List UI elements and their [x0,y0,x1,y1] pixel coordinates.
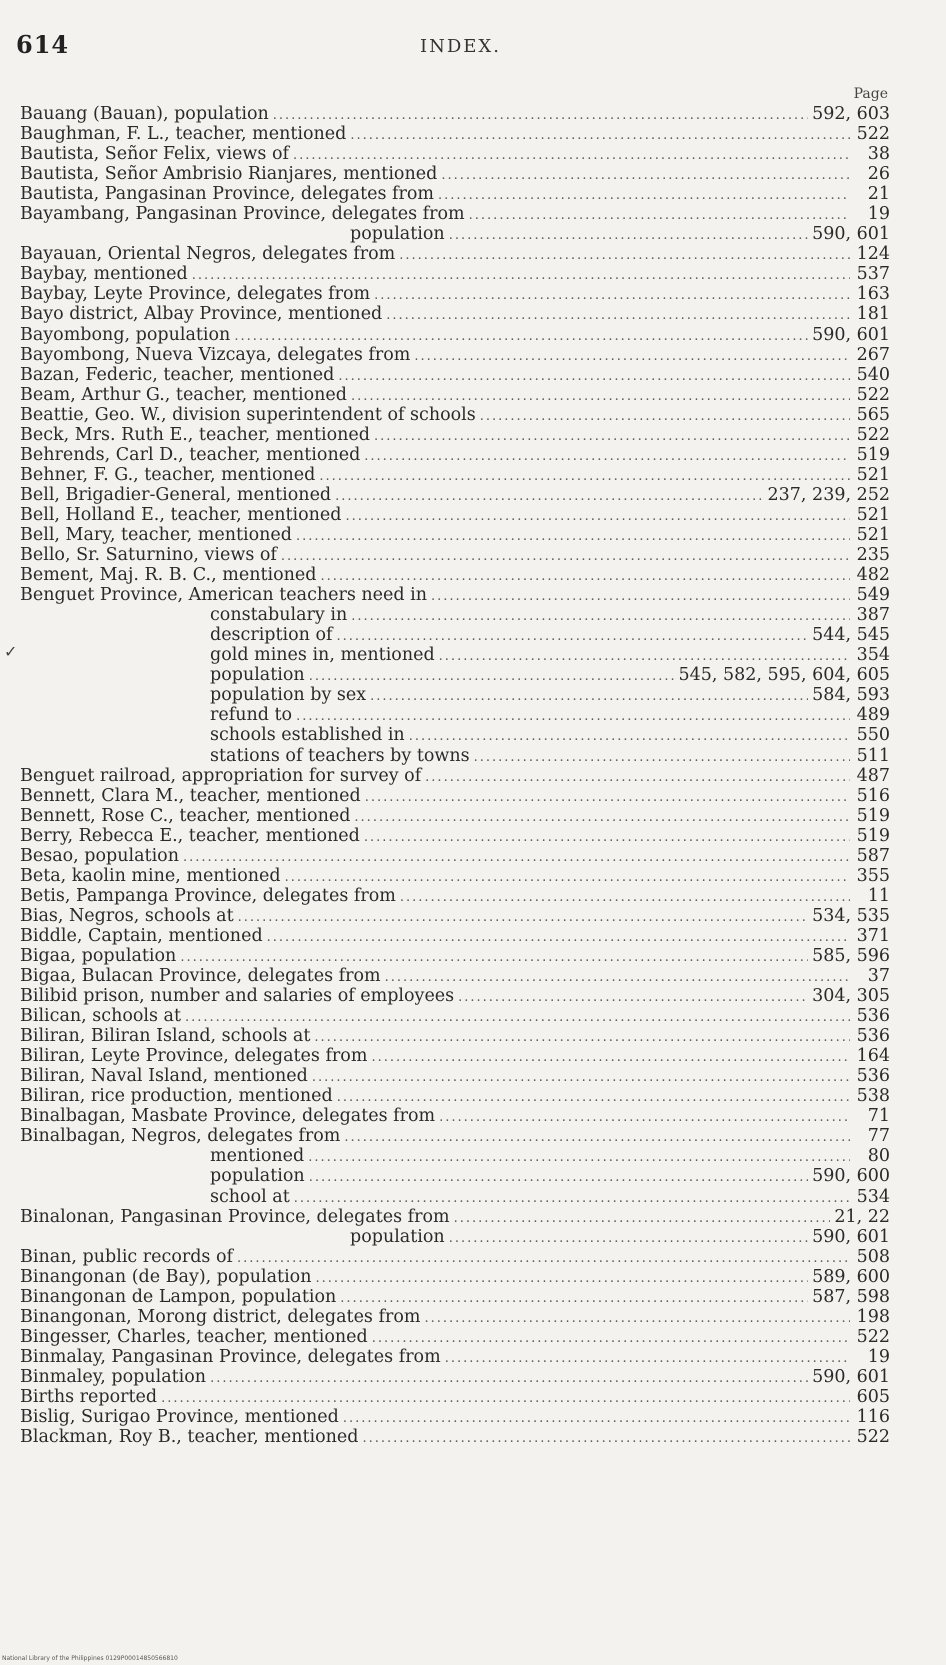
entry-label: Bennett, Rose C., teacher, mentioned [20,805,351,826]
entry-label: mentioned [210,1146,305,1167]
index-entry [20,966,890,986]
index-entry [20,705,890,725]
entry-pages: 519 [856,444,890,465]
leader-dots [294,1189,850,1207]
leader-dots [337,627,809,645]
leader-dots [238,908,808,926]
index-entry [20,284,890,304]
leader-dots [400,888,850,906]
index-entry [20,1026,890,1046]
entry-label: schools established in [210,725,405,746]
entry-label: Births reported [20,1387,158,1407]
index-entry [20,806,890,826]
entry-label: Bilibid prison, number and salaries of employees [20,986,455,1007]
index-entry [20,1267,890,1287]
entry-label: population [350,224,445,245]
index-entry [20,385,890,405]
entry-pages: 536 [856,1026,890,1047]
leader-dots [441,166,850,184]
leader-dots [296,527,850,545]
index-entry [20,184,890,204]
leader-dots [337,1088,850,1106]
index-entry [20,826,890,846]
entry-label: Benguet Province, American teachers need in [20,585,428,606]
entry-label: Bazan, Federic, teacher, mentioned [20,364,335,385]
entry-label: Beta, kaolin mine, mentioned [20,865,281,886]
leader-dots [351,607,850,625]
leader-dots [362,1429,850,1447]
entry-pages: 549 [856,585,890,606]
entry-pages: 522 [856,1427,890,1448]
index-entry [20,926,890,946]
entry-label: Binan, public records of [20,1246,233,1267]
entry-pages: 387 [856,605,890,626]
entry-label: population [210,665,305,686]
index-entry [20,1207,890,1227]
leader-dots [374,427,850,445]
leader-dots [315,1269,808,1287]
entry-pages: 590, 600 [812,1166,890,1187]
entry-label: stations of teachers by towns [210,745,470,766]
entry-label: Binangonan, Morong district, delegates from [20,1306,421,1327]
entry-label: population [350,1226,445,1247]
leader-dots [385,968,850,986]
index-entry [20,585,890,605]
index-entry [20,405,890,425]
leader-dots [458,988,808,1006]
entry-label: Beck, Mrs. Ruth E., teacher, mentioned [20,424,370,445]
entry-label: Besao, population [20,845,179,866]
index-entry [20,1126,890,1146]
entry-pages: 235 [856,545,890,566]
index-entry [20,1367,890,1387]
entry-label: Bell, Brigadier-General, mentioned [20,484,332,505]
entry-pages: 198 [856,1306,890,1327]
leader-dots [192,266,850,284]
entry-pages: 522 [856,1326,890,1347]
leader-dots [364,447,850,465]
entry-pages: 534, 535 [812,905,890,926]
leader-dots [346,507,851,525]
entry-pages: 545, 582, 595, 604, 605 [678,665,890,686]
entry-label: Bauang (Bauan), population [20,104,269,124]
leader-dots [372,1329,850,1347]
entry-label: Biliran, Biliran Island, schools at [20,1026,311,1047]
entry-label: Bayombong, Nueva Vizcaya, delegates from [20,344,411,365]
entry-pages: 538 [856,1086,890,1107]
leader-dots [183,848,850,866]
entry-label: Bautista, Señor Felix, views of [20,144,289,165]
leader-dots [343,1409,850,1427]
index-entry [20,1106,890,1126]
index-entry [20,1407,890,1427]
leader-dots [370,687,808,705]
entry-pages: 304, 305 [812,986,890,1007]
index-entry [20,1247,890,1267]
leader-dots [350,126,850,144]
index-entry [20,485,890,505]
entry-pages: 124 [856,244,890,265]
entry-label: Bell, Holland E., teacher, mentioned [20,504,342,525]
entry-pages: 521 [856,524,890,545]
index-entry [20,685,890,705]
leader-dots [449,1229,808,1247]
page-title: INDEX. [420,36,501,57]
index-entry [20,565,890,585]
index-entry [20,746,890,766]
leader-dots [180,948,808,966]
leader-dots [354,808,850,826]
entry-pages: 522 [856,384,890,405]
entry-pages: 11 [867,885,890,906]
entry-label: Bautista, Señor Ambrisio Rianjares, mentioned [20,164,438,185]
entry-label: Bigaa, population [20,945,177,966]
entry-label: Biliran, Naval Island, mentioned [20,1066,308,1087]
index-entry [20,846,890,866]
index-entry [20,1427,890,1447]
entry-pages: 590, 601 [812,224,890,245]
scan-footer-note: National Library of the Philippines 0129P00014850566810 [2,1655,178,1662]
entry-pages: 544, 545 [812,625,890,646]
index-entry [20,866,890,886]
entry-label: Binangonan (de Bay), population [20,1266,312,1287]
entry-pages: 71 [867,1106,890,1127]
entry-label: Blackman, Roy B., teacher, mentioned [20,1427,359,1448]
leader-dots [371,1048,850,1066]
index-entry [20,365,890,385]
index-entry [20,1327,890,1347]
entry-label: constabulary in [210,605,348,626]
entry-pages: 540 [856,364,890,385]
leader-dots [409,727,850,745]
leader-dots [445,1349,850,1367]
entry-pages: 80 [867,1146,890,1167]
entry-pages: 584, 593 [812,685,890,706]
index-entry [20,725,890,745]
index-entry [20,104,890,124]
index-entry [20,625,890,645]
entry-pages: 536 [856,1066,890,1087]
leader-dots [234,327,808,345]
entry-pages: 589, 600 [812,1266,890,1287]
leader-dots [267,928,850,946]
leader-dots [454,1209,831,1227]
entry-pages: 21, 22 [834,1206,890,1227]
index-entry [20,665,890,685]
leader-dots [351,387,850,405]
entry-pages: 585, 596 [812,945,890,966]
entry-pages: 522 [856,124,890,145]
entry-label: Bilican, schools at [20,1006,182,1027]
entry-pages: 489 [856,705,890,726]
leader-dots [308,1148,850,1166]
entry-pages: 38 [867,144,890,165]
entry-pages: 522 [856,424,890,445]
index-entry [20,124,890,144]
entry-pages: 587, 598 [812,1286,890,1307]
leader-dots [439,647,850,665]
index-entry [20,1347,890,1367]
entry-label: Bias, Negros, schools at [20,905,234,926]
entry-label: Binalbagan, Negros, delegates from [20,1126,341,1147]
entry-pages: 26 [867,164,890,185]
index-entry [20,244,890,264]
leader-dots [320,567,850,585]
entry-label: Biliran, Leyte Province, delegates from [20,1046,368,1067]
leader-dots [319,467,850,485]
entry-label: description of [210,625,333,646]
entry-label: Beattie, Geo. W., division superintendent of schools [20,404,476,425]
index-entry [20,1046,890,1066]
index-entry [20,1166,890,1186]
index-entry [20,204,890,224]
leader-dots [425,768,850,786]
entry-pages: 511 [856,745,890,766]
entry-label: gold mines in, mentioned [210,645,435,666]
index-entry [20,946,890,966]
index-entry [20,144,890,164]
index-entry [20,886,890,906]
entry-pages: 482 [856,565,890,586]
leader-dots [296,707,850,725]
entry-pages: 587 [856,845,890,866]
index-entry [20,164,890,184]
entry-pages: 516 [856,785,890,806]
leader-dots [424,1309,850,1327]
index-entry [20,545,890,565]
leader-dots [309,1168,808,1186]
leader-dots [439,1108,850,1126]
leader-dots [309,667,675,685]
entry-pages: 519 [856,805,890,826]
leader-dots [469,206,850,224]
index-entry [20,525,890,545]
page-number: 614 [16,30,70,59]
entry-label: Binangonan de Lampon, population [20,1286,337,1307]
leader-dots [161,1389,850,1407]
leader-dots [338,367,850,385]
entry-label: Benguet railroad, appropriation for survey of [20,765,422,786]
entry-label: Biddle, Captain, mentioned [20,925,263,946]
entry-label: Baybay, mentioned [20,264,188,285]
entry-pages: 590, 601 [812,1226,890,1247]
entry-pages: 605 [856,1387,890,1407]
entry-pages: 164 [856,1046,890,1067]
entry-label: Bell, Mary, teacher, mentioned [20,524,292,545]
index-entry [20,986,890,1006]
entry-pages: 355 [856,865,890,886]
entry-pages: 37 [867,966,890,987]
entry-label: Bigaa, Bulacan Province, delegates from [20,966,381,987]
entry-label: Betis, Pampanga Province, delegates from [20,885,396,906]
entry-pages: 521 [856,464,890,485]
leader-dots [431,587,850,605]
entry-pages: 590, 601 [812,1366,890,1387]
leader-dots [365,788,850,806]
leader-dots [438,186,850,204]
entry-label: Berry, Rebecca E., teacher, mentioned [20,825,360,846]
entry-label: Binmalay, Pangasinan Province, delegates from [20,1346,441,1367]
entry-label: Bayauan, Oriental Negros, delegates from [20,244,396,265]
entry-label: Baybay, Leyte Province, delegates from [20,284,371,305]
leader-dots [340,1289,808,1307]
entry-pages: 21 [867,184,890,205]
leader-dots [185,1008,850,1026]
leader-dots [344,1128,850,1146]
entry-pages: 181 [856,304,890,325]
index-entries [20,104,890,1447]
index-entry [20,645,890,665]
leader-dots [474,748,850,766]
index-entry [20,1066,890,1086]
entry-pages: 521 [856,504,890,525]
entry-pages: 590, 601 [812,324,890,345]
entry-label: Bayombong, population [20,324,231,345]
entry-pages: 116 [856,1407,890,1428]
index-entry [20,1146,890,1166]
leader-dots [210,1369,808,1387]
leader-dots [237,1249,850,1267]
leader-dots [285,868,850,886]
entry-label: Binalonan, Pangasinan Province, delegates from [20,1206,450,1227]
page-column-heading: Page [853,86,888,102]
leader-dots [414,347,850,365]
index-entry [20,224,890,244]
entry-pages: 519 [856,825,890,846]
entry-label: Bayo district, Albay Province, mentioned [20,304,383,325]
index-entry [20,1287,890,1307]
entry-pages: 508 [856,1246,890,1267]
leader-dots [449,226,808,244]
entry-label: Bello, Sr. Saturnino, views of [20,545,277,566]
index-entry [20,766,890,786]
entry-pages: 550 [856,725,890,746]
entry-label: Beam, Arthur G., teacher, mentioned [20,384,347,405]
entry-label: Bement, Maj. R. B. C., mentioned [20,565,317,586]
entry-pages: 536 [856,1006,890,1027]
leader-dots [314,1028,850,1046]
leader-dots [281,547,850,565]
index-entry [20,906,890,926]
index-entry [20,605,890,625]
leader-dots [480,407,850,425]
index-entry [20,786,890,806]
index-entry [20,1006,890,1026]
index-entry [20,425,890,445]
entry-label: Behrends, Carl D., teacher, mentioned [20,444,361,465]
entry-label: Bingesser, Charles, teacher, mentioned [20,1326,368,1347]
entry-label: Binalbagan, Masbate Province, delegates from [20,1106,436,1127]
entry-label: Bennett, Clara M., teacher, mentioned [20,785,361,806]
entry-pages: 371 [856,925,890,946]
leader-dots [399,246,850,264]
entry-pages: 163 [856,284,890,305]
index-entry [20,325,890,345]
entry-label: Bayambang, Pangasinan Province, delegates from [20,204,465,225]
index-entry [20,1227,890,1247]
entry-label: Binmaley, population [20,1366,207,1387]
leader-dots [273,106,808,124]
check-mark-icon: ✓ [4,642,18,661]
leader-dots [335,487,763,505]
entry-label: school at [210,1186,290,1207]
entry-label: Baughman, F. L., teacher, mentioned [20,124,347,145]
entry-pages: 19 [867,204,890,225]
leader-dots [386,306,850,324]
entry-label: Bislig, Surigao Province, mentioned [20,1407,339,1428]
entry-pages: 487 [856,765,890,786]
leader-dots [364,828,850,846]
entry-pages: 237, 239, 252 [767,484,890,505]
index-entry [20,1187,890,1207]
entry-label: Bautista, Pangasinan Province, delegates from [20,184,434,205]
entry-pages: 537 [856,264,890,285]
index-entry [20,465,890,485]
index-entry [20,264,890,284]
entry-pages: 77 [867,1126,890,1147]
entry-pages: 592, 603 [812,104,890,124]
entry-pages: 19 [867,1346,890,1367]
index-entry [20,1387,890,1407]
leader-dots [374,286,850,304]
index-entry [20,1307,890,1327]
entry-pages: 534 [856,1186,890,1207]
entry-label: Biliran, rice production, mentioned [20,1086,333,1107]
entry-label: refund to [210,705,293,726]
entry-pages: 354 [856,645,890,666]
index-entry [20,445,890,465]
entry-pages: 565 [856,404,890,425]
index-entry [20,304,890,324]
leader-dots [312,1068,850,1086]
entry-label: Behner, F. G., teacher, mentioned [20,464,316,485]
index-entry [20,345,890,365]
entry-label: population by sex [210,685,367,706]
index-entry [20,505,890,525]
leader-dots [293,146,850,164]
index-entry [20,1086,890,1106]
entry-label: population [210,1166,305,1187]
entry-pages: 267 [856,344,890,365]
